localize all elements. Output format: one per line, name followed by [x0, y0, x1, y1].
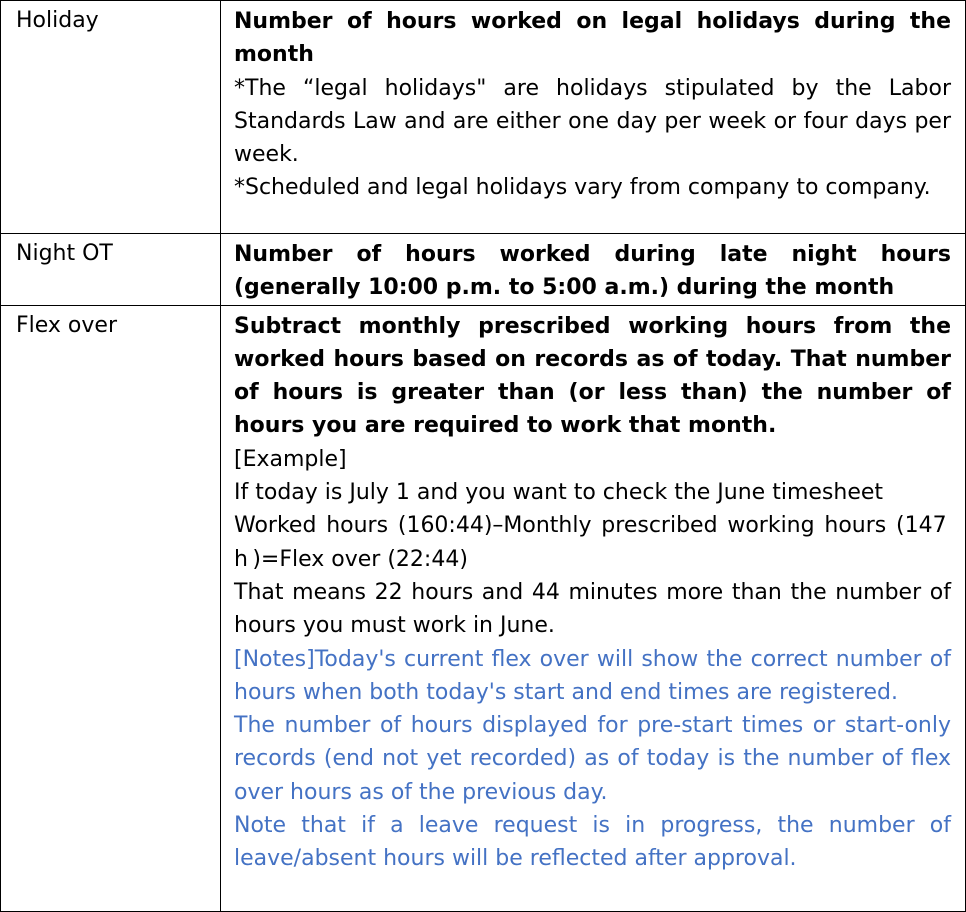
description-heading: Number of hours worked on legal holidays during the month: [234, 9, 951, 68]
example-label: [Example]: [234, 446, 347, 472]
term-cell: [1, 1, 221, 234]
note-paragraph: Note that if a leave request is in progress, the number of leave/absent hours will be reflected after approval.: [234, 813, 951, 872]
note-paragraph: The number of hours displayed for pre-start times or start-only records (end not yet recorded) as of today is the number of flex over hours as of the previous day.: [234, 713, 951, 805]
table-row: [1, 305, 966, 911]
table-row: [1, 1, 966, 234]
description-heading: Number of hours worked during late night hours (generally 10:00 p.m. to 5:00 a.m.) during the month: [234, 242, 951, 301]
term-cell: [1, 305, 221, 911]
description-paragraph: *Scheduled and legal holidays vary from company to company.: [234, 175, 931, 201]
description-cell: [221, 234, 966, 306]
description-paragraph: If today is July 1 and you want to check the June timesheet: [234, 480, 884, 506]
term-label: Holiday: [16, 8, 99, 33]
description-paragraph: That means 22 hours and 44 minutes more than the number of hours you must work in June.: [234, 579, 951, 639]
description-cell: [221, 1, 966, 234]
term-cell: [1, 234, 221, 306]
term-label: Flex over: [16, 312, 117, 338]
description-heading: Subtract monthly prescribed working hours from the worked hours based on records as of today. That number of hours is greater than (or less than) the number of hours you are required to work that month.: [234, 313, 951, 439]
formula-paragraph: Worked hours (160:44)–Monthly prescribed working hours (147 h )=Flex over (22:44): [234, 513, 951, 572]
term-label: Night OT: [16, 241, 113, 266]
note-paragraph: [Notes]Today's current flex over will show the correct number of hours when both today's start and end times are registered.: [234, 646, 951, 705]
description-cell: [221, 305, 966, 911]
table-row: [1, 234, 966, 306]
description-paragraph: *The “legal holidays" are holidays stipulated by the Labor Standards Law and are either one day per week or four days per week.: [234, 75, 951, 168]
